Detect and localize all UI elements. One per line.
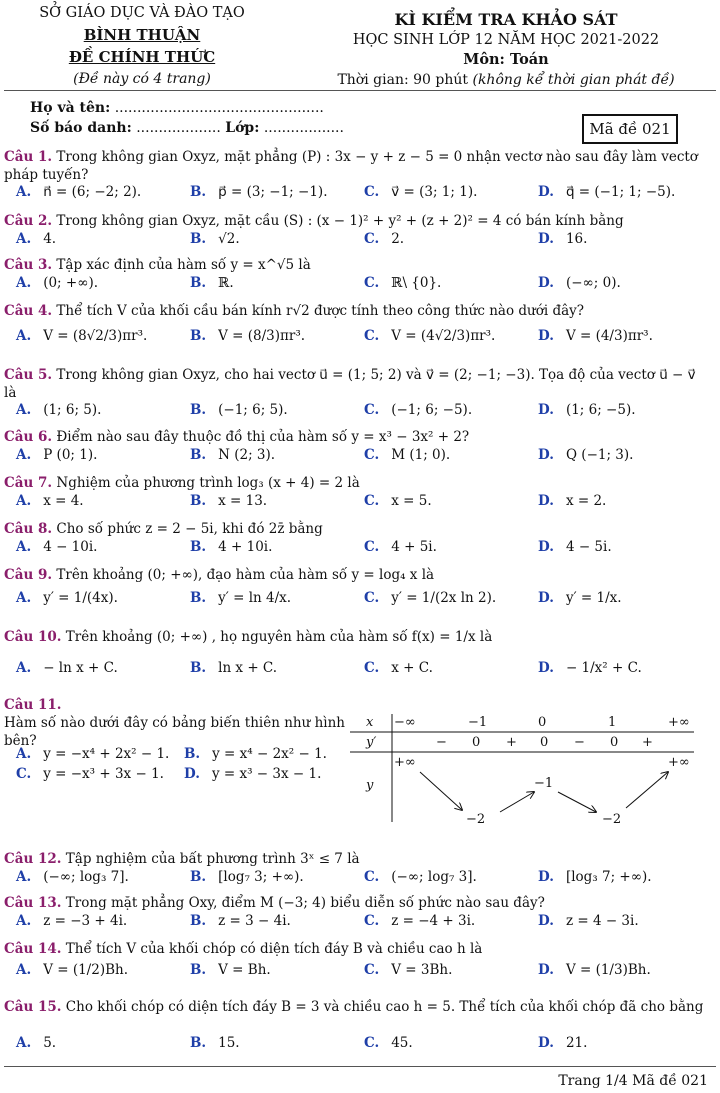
answer-option — [538, 869, 652, 885]
option-text: ln x + C. — [218, 660, 278, 676]
answer-option — [190, 913, 291, 929]
option-label: C. — [364, 493, 380, 509]
answer-option — [16, 746, 169, 762]
option-text: V = 3Bh. — [391, 962, 453, 978]
option-text: P (0; 1). — [43, 447, 98, 463]
answer-option — [538, 402, 636, 418]
id-line — [30, 120, 344, 136]
yp-sign: − — [574, 735, 585, 750]
answer-option — [16, 402, 101, 418]
yp-sign: 0 — [610, 735, 619, 750]
option-text: y′ = ln 4/x. — [218, 590, 292, 606]
option-label: D. — [538, 328, 554, 344]
answer-option — [16, 913, 127, 929]
option-text: M (1; 0). — [391, 447, 451, 463]
question-text: Tập nghiệm của bất phương trình 3ˣ ≤ 7 là — [65, 851, 360, 867]
y-value: +∞ — [394, 755, 416, 770]
question-number: Câu 4. — [4, 303, 53, 319]
question-1 — [4, 148, 710, 184]
answer-option — [364, 184, 477, 200]
option-label: D. — [538, 402, 554, 418]
y-value: −1 — [534, 776, 554, 791]
answer-option — [16, 660, 118, 676]
question-13 — [4, 894, 710, 912]
option-text: (1; 6; −5). — [565, 402, 636, 418]
option-label: C. — [16, 766, 32, 782]
option-label: A. — [16, 231, 32, 247]
answer-option — [538, 1035, 587, 1051]
option-label: D. — [538, 1035, 554, 1051]
option-label: A. — [16, 493, 32, 509]
option-text: x = 2. — [565, 493, 607, 509]
answer-option — [538, 660, 642, 676]
divider-bottom — [4, 1066, 716, 1067]
option-text: x + C. — [391, 660, 433, 676]
answer-option — [538, 493, 606, 509]
answer-option — [16, 275, 98, 291]
option-text: z = −4 + 3i. — [391, 913, 476, 929]
answer-option — [16, 447, 97, 463]
option-text: √2. — [218, 231, 240, 247]
answer-option — [190, 328, 305, 344]
question-11 — [4, 696, 350, 750]
page-footer: Trang 1/4 Mã đề 021 — [558, 1073, 708, 1089]
answer-option — [190, 184, 327, 200]
name-line — [30, 100, 324, 116]
question-2 — [4, 212, 710, 230]
option-text: (−1; 6; 5). — [218, 402, 288, 418]
option-label: D. — [538, 539, 554, 555]
question-number: Câu 14. — [4, 941, 62, 957]
option-label: C. — [364, 184, 380, 200]
option-text: (−∞; 0). — [565, 275, 621, 291]
question-text: Trên khoảng (0; +∞), đạo hàm của hàm số y = log₄ x là — [56, 567, 435, 583]
question-number: Câu 8. — [4, 521, 53, 537]
question-9 — [4, 566, 710, 584]
option-text: [log₇ 3; +∞). — [218, 869, 304, 885]
question-text: Thể tích V của khối chóp có diện tích đáy B và chiều cao h là — [65, 941, 483, 957]
answer-option — [190, 447, 275, 463]
option-label: C. — [364, 539, 380, 555]
answer-option — [190, 493, 267, 509]
answer-option — [364, 660, 433, 676]
question-text: Trong không gian Oxyz, mặt phẳng (P) : 3x − y + z − 5 = 0 nhận vectơ nào sau đây làm vectơ pháp tuyến? — [4, 149, 698, 183]
option-text: z = 3 − 4i. — [218, 913, 291, 929]
question-7 — [4, 474, 710, 492]
answer-option — [16, 184, 141, 200]
question-number: Câu 5. — [4, 367, 53, 383]
option-label: C. — [364, 328, 380, 344]
y-value: −2 — [466, 812, 486, 827]
option-label: D. — [538, 869, 554, 885]
answer-option — [16, 766, 164, 782]
question-text: Trong mặt phẳng Oxy, điểm M (−3; 4) biểu diễn số phức nào sau đây? — [65, 895, 545, 911]
option-text: y = −x⁴ + 2x² − 1. — [43, 746, 170, 762]
option-label: C. — [364, 402, 380, 418]
option-text: [log₃ 7; +∞). — [565, 869, 652, 885]
yp-sign: 0 — [540, 735, 549, 750]
option-label: D. — [538, 660, 554, 676]
option-text: y = x³ − 3x − 1. — [211, 766, 322, 782]
answer-option — [364, 1035, 413, 1051]
option-label: D. — [538, 913, 554, 929]
option-text: 4 + 10i. — [218, 539, 273, 555]
divider-top — [4, 90, 716, 91]
answer-option — [538, 539, 612, 555]
answer-option — [538, 184, 675, 200]
answer-option — [190, 539, 272, 555]
option-text: p⃗ = (3; −1; −1). — [218, 184, 328, 200]
option-text: N (2; 3). — [218, 447, 276, 463]
question-5 — [4, 366, 710, 402]
question-text: Cho khối chóp có diện tích đáy B = 3 và chiều cao h = 5. Thể tích của khối chóp đã cho bằng — [65, 999, 704, 1015]
option-text: 15. — [218, 1035, 240, 1051]
time: Thời gian: 90 phút — [337, 72, 469, 88]
pages-note: (Đề này có 4 trang) — [73, 71, 211, 87]
option-label: A. — [16, 539, 32, 555]
x-value: −1 — [468, 715, 488, 730]
answer-option — [190, 402, 288, 418]
option-text: x = 13. — [218, 493, 268, 509]
x-value: 0 — [538, 715, 547, 730]
option-label: B. — [190, 539, 207, 555]
option-label: D. — [184, 766, 200, 782]
question-14 — [4, 940, 710, 958]
answer-option — [16, 231, 56, 247]
question-15 — [4, 998, 710, 1016]
option-label: A. — [16, 447, 32, 463]
option-label: D. — [538, 184, 554, 200]
answer-option — [364, 869, 477, 885]
question-text: Trên khoảng (0; +∞) , họ nguyên hàm của hàm số f(x) = 1/x là — [65, 629, 493, 645]
option-label: B. — [190, 184, 207, 200]
option-label: D. — [538, 590, 554, 606]
option-text: 4 − 10i. — [43, 539, 98, 555]
answer-option — [364, 447, 450, 463]
answer-option — [16, 539, 97, 555]
option-label: A. — [16, 913, 32, 929]
question-number: Câu 3. — [4, 257, 53, 273]
question-number: Câu 12. — [4, 851, 62, 867]
official-label: ĐỀ CHÍNH THỨC — [68, 48, 216, 66]
option-text: V = (1/2)Bh. — [43, 962, 128, 978]
option-label: C. — [364, 1035, 380, 1051]
answer-option — [364, 231, 404, 247]
option-text: ℝ. — [218, 275, 234, 291]
answer-option — [538, 590, 622, 606]
header-left — [22, 2, 262, 90]
option-label: A. — [16, 184, 32, 200]
answer-option — [538, 328, 653, 344]
question-text: Nghiệm của phương trình log₃ (x + 4) = 2 là — [56, 475, 360, 491]
option-text: y′ = 1/x. — [565, 590, 622, 606]
answer-option — [184, 766, 321, 782]
answer-option — [184, 746, 327, 762]
answer-option — [16, 590, 118, 606]
exam-code-box: Mã đề 021 — [582, 114, 678, 144]
class-label: Lớp: — [225, 120, 260, 136]
option-label: B. — [190, 231, 207, 247]
question-number: Câu 10. — [4, 629, 62, 645]
option-text: V = (4/3)πr³. — [565, 328, 653, 344]
option-label: D. — [538, 447, 554, 463]
option-label: A. — [16, 1035, 32, 1051]
option-label: A. — [16, 962, 32, 978]
time-line — [328, 70, 684, 90]
y-value: −2 — [602, 812, 622, 827]
question-text: Thể tích V của khối cầu bán kính r√2 được tính theo công thức nào dưới đây? — [56, 303, 585, 319]
yp-label: y′ — [366, 735, 377, 750]
option-label: B. — [190, 328, 207, 344]
exam-title: KÌ KIỂM TRA KHẢO SÁT — [394, 10, 618, 29]
option-label: D. — [538, 493, 554, 509]
yp-sign: + — [642, 735, 653, 750]
yp-sign: − — [436, 735, 447, 750]
option-text: (−∞; log₃ 7]. — [43, 869, 129, 885]
answer-option — [16, 962, 128, 978]
answer-option — [538, 913, 639, 929]
x-value: −∞ — [394, 715, 416, 730]
answer-option — [190, 590, 291, 606]
class-dots: .................. — [263, 120, 344, 136]
option-text: 4. — [43, 231, 57, 247]
answer-option — [190, 275, 234, 291]
option-text: 4 − 5i. — [565, 539, 612, 555]
option-text: v⃗ = (3; 1; 1). — [391, 184, 478, 200]
question-text: Tập xác định của hàm số y = x^√5 là — [56, 257, 311, 273]
option-label: B. — [190, 590, 207, 606]
answer-option — [16, 493, 84, 509]
option-label: C. — [364, 231, 380, 247]
option-text: (−∞; log₇ 3]. — [391, 869, 477, 885]
dept-name: SỞ GIÁO DỤC VÀ ĐÀO TẠO — [39, 5, 245, 21]
question-8 — [4, 520, 710, 538]
option-text: n⃗ = (6; −2; 2). — [43, 184, 142, 200]
answer-option — [364, 328, 495, 344]
option-label: D. — [538, 275, 554, 291]
question-text: Điểm nào sau đây thuộc đồ thị của hàm số y = x³ − 3x² + 2? — [56, 429, 470, 445]
option-text: (1; 6; 5). — [43, 402, 102, 418]
question-text: Trong không gian Oxyz, cho hai vectơ u⃗ = (1; 5; 2) và v⃗ = (2; −1; −3). Tọa độ của vectơ u⃗ − v⃗ là — [4, 367, 696, 401]
option-label: B. — [190, 447, 207, 463]
answer-option — [16, 869, 129, 885]
header-right — [328, 10, 684, 90]
answer-option — [364, 539, 437, 555]
answer-option — [538, 231, 587, 247]
option-text: q⃗ = (−1; 1; −5). — [565, 184, 676, 200]
option-text: V = (8/3)πr³. — [218, 328, 306, 344]
answer-option — [364, 275, 441, 291]
option-label: D. — [538, 231, 554, 247]
question-text: Trong không gian Oxyz, mặt cầu (S) : (x − 1)² + y² + (z + 2)² = 4 có bán kính bằng — [56, 213, 624, 229]
option-label: B. — [190, 402, 207, 418]
option-label: C. — [364, 590, 380, 606]
option-label: B. — [190, 1035, 207, 1051]
question-12 — [4, 850, 710, 868]
option-label: B. — [184, 746, 201, 762]
option-label: C. — [364, 913, 380, 929]
x-value: 1 — [608, 715, 617, 730]
answer-option — [16, 1035, 56, 1051]
question-text: Hàm số nào dưới đây có bảng biến thiên như hình bên? — [4, 715, 345, 749]
question-number: Câu 15. — [4, 999, 62, 1015]
option-label: A. — [16, 746, 32, 762]
name-dots: ............................................... — [114, 100, 324, 116]
time-note: (không kể thời gian phát đề) — [472, 72, 675, 88]
id-dots: ................... — [136, 120, 221, 136]
question-text: Cho số phức z = 2 − 5i, khi đó 2z̄ bằng — [56, 521, 323, 537]
option-text: y′ = 1/(4x). — [43, 590, 118, 606]
option-label: B. — [190, 913, 207, 929]
option-text: ℝ\ {0}. — [391, 275, 442, 291]
option-label: B. — [190, 493, 207, 509]
option-label: A. — [16, 660, 32, 676]
question-10 — [4, 628, 710, 646]
option-text: 5. — [43, 1035, 57, 1051]
question-number: Câu 1. — [4, 149, 53, 165]
option-label: A. — [16, 328, 32, 344]
yp-sign: 0 — [472, 735, 481, 750]
option-text: V = Bh. — [218, 962, 271, 978]
option-label: A. — [16, 275, 32, 291]
x-label: x — [366, 715, 374, 730]
option-text: z = −3 + 4i. — [43, 913, 128, 929]
option-label: C. — [364, 447, 380, 463]
answer-option — [190, 660, 277, 676]
question-number: Câu 6. — [4, 429, 53, 445]
option-text: − ln x + C. — [43, 660, 118, 676]
option-label: B. — [190, 660, 207, 676]
option-label: A. — [16, 590, 32, 606]
option-text: x = 4. — [43, 493, 84, 509]
option-label: B. — [190, 869, 207, 885]
option-text: z = 4 − 3i. — [565, 913, 639, 929]
question-number: Câu 2. — [4, 213, 53, 229]
option-label: C. — [364, 275, 380, 291]
question-number: Câu 11. — [4, 697, 62, 713]
x-value: +∞ — [668, 715, 690, 730]
option-label: C. — [364, 962, 380, 978]
answer-option — [538, 275, 621, 291]
answer-option — [364, 962, 452, 978]
option-label: C. — [364, 660, 380, 676]
option-text: x = 5. — [391, 493, 432, 509]
answer-option — [364, 913, 475, 929]
option-text: 4 + 5i. — [391, 539, 437, 555]
answer-option — [190, 231, 240, 247]
question-number: Câu 13. — [4, 895, 62, 911]
yp-sign: + — [506, 735, 517, 750]
answer-option — [190, 869, 304, 885]
y-value: +∞ — [668, 755, 690, 770]
option-label: A. — [16, 402, 32, 418]
option-text: (0; +∞). — [43, 275, 98, 291]
exam-subtitle: HỌC SINH LỚP 12 NĂM HỌC 2021-2022 — [352, 32, 660, 48]
option-label: B. — [190, 962, 207, 978]
answer-option — [190, 1035, 240, 1051]
question-4 — [4, 302, 710, 320]
option-text: y′ = 1/(2x ln 2). — [391, 590, 497, 606]
province-name: BÌNH THUẬN — [83, 26, 201, 44]
answer-option — [364, 493, 432, 509]
option-label: B. — [190, 275, 207, 291]
answer-option — [190, 962, 271, 978]
option-text: 16. — [565, 231, 588, 247]
option-text: V = (1/3)Bh. — [565, 962, 651, 978]
option-text: y = x⁴ − 2x² − 1. — [212, 746, 327, 762]
id-label: Số báo danh: — [30, 120, 132, 136]
option-label: C. — [364, 869, 380, 885]
question-6 — [4, 428, 710, 446]
name-label: Họ và tên: — [30, 100, 111, 116]
option-label: A. — [16, 869, 32, 885]
option-text: y = −x³ + 3x − 1. — [43, 766, 164, 782]
option-text: (−1; 6; −5). — [391, 402, 473, 418]
option-text: 2. — [391, 231, 405, 247]
y-label: y — [366, 778, 374, 793]
answer-option — [538, 447, 633, 463]
option-text: 21. — [565, 1035, 588, 1051]
question-number: Câu 7. — [4, 475, 53, 491]
option-label: D. — [538, 962, 554, 978]
answer-option — [16, 328, 147, 344]
answer-option — [364, 402, 472, 418]
answer-option — [538, 962, 651, 978]
question-number: Câu 9. — [4, 567, 53, 583]
option-text: V = (8√2/3)πr³. — [43, 328, 148, 344]
option-text: Q (−1; 3). — [565, 447, 634, 463]
question-3 — [4, 256, 710, 274]
option-text: 45. — [391, 1035, 413, 1051]
variation-table — [350, 712, 696, 827]
subject: Môn: Toán — [463, 51, 549, 68]
answer-option — [364, 590, 496, 606]
option-text: V = (4√2/3)πr³. — [391, 328, 496, 344]
option-text: − 1/x² + C. — [565, 660, 642, 676]
